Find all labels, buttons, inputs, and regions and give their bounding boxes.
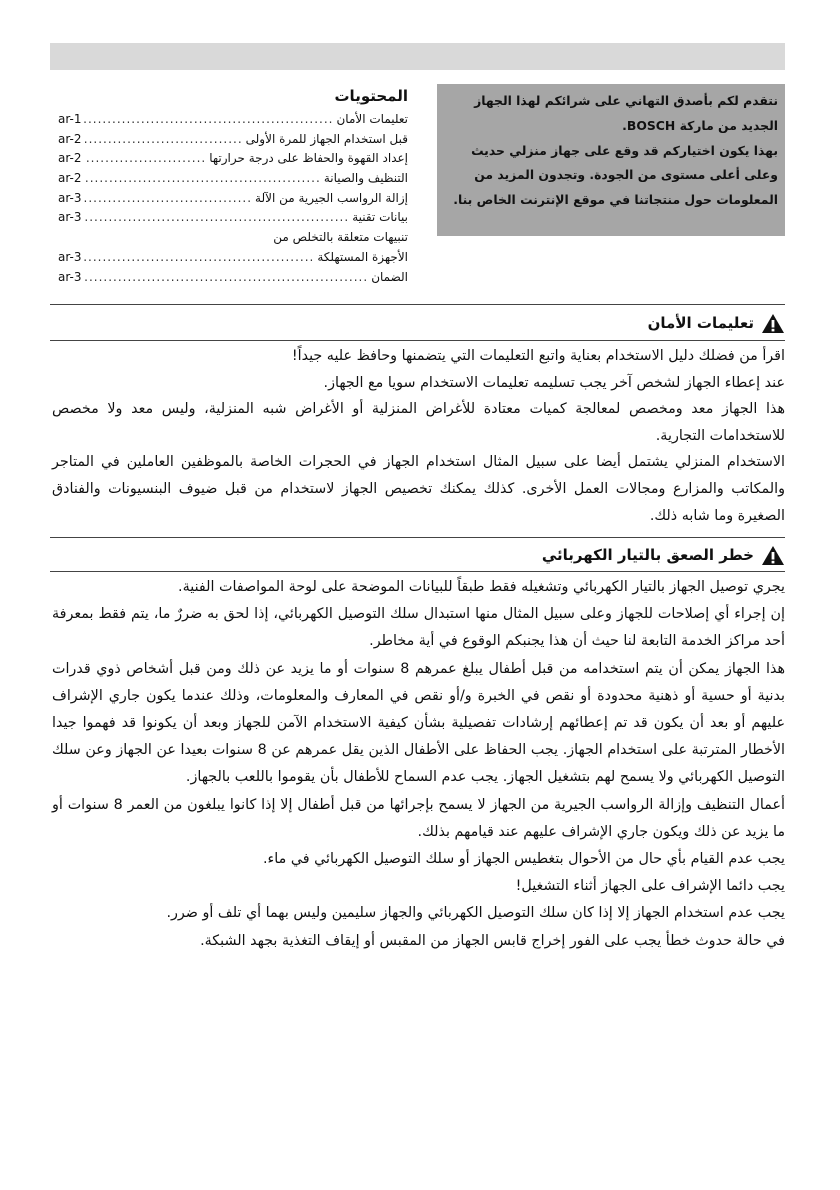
paragraph: إن إجراء أي إصلاحات للجهاز وعلى سبيل المثال منها استبدال سلك التوصيل الكهربائي، إذا لحق به ضررٌ ما، يتم فقط بمعرفة أحد مراكز الخدمة التابعة لنا حيث أن هذا يجنبكم الوقوع في أية مخاطر. xyxy=(52,606,785,650)
paragraph: عند إعطاء الجهاز لشخص آخر يجب تسليمه تعليمات الاستخدام سويا مع الجهاز. xyxy=(323,374,785,391)
section-heading-safety xyxy=(648,310,785,336)
intro-box xyxy=(437,84,785,236)
toc-entry-page: ar-3 xyxy=(58,249,82,264)
warning-icon xyxy=(761,545,785,566)
toc-entry[interactable] xyxy=(58,268,408,288)
toc-entry-page: ar-2 xyxy=(58,171,82,186)
toc-entry-page: ar-3 xyxy=(58,269,82,284)
paragraph: اقرأ من فضلك دليل الاستخدام بعناية واتبع التعليمات التي يتضمنها وحافظ عليه جيداً! xyxy=(291,348,785,364)
toc-entry-label: إعداد القهوة والحفاظ على درجة حرارتها xyxy=(209,151,408,166)
paragraph: الاستخدام المنزلي يشتمل أيضا على سبيل المثال استخدام الجهاز في الحجرات الخاصة بالموظفين العاملين في المتاجر والمكاتب والمزارع ومجالات العمل الأخرى. كذلك يمكنك تخصيص الجهاز لاستخدام من قبل ضيوف البنسيونات والفنادق الصغيرة وما شابه ذلك. xyxy=(52,454,785,524)
intro-paragraph-1: نتقدم لكم بأصدق التهاني على شرائكم لهذا الجهاز الجديد من ماركة BOSCH. xyxy=(474,93,778,133)
paragraph: هذا الجهاز معد ومخصص لمعالجة كميات معتادة للأغراض المنزلية أو الأغراض شبه المنزلية، وليس معد ولا مخصص للاستخدامات التجارية. xyxy=(52,401,785,444)
section-divider xyxy=(50,304,785,305)
paragraph: أعمال التنظيف وإزالة الرواسب الجيرية من الجهاز لا يسمح بإجرائها من قبل أطفال إلا إذا كانوا يبلغون من العمر 8 سنوات أو ما يزيد عن ذلك ويكون جاري الإشراف عليهم عند قيامهم بذلك. xyxy=(52,796,785,840)
leader-dots xyxy=(84,189,252,209)
leader-dots xyxy=(84,130,242,150)
paragraph: في حالة حدوث خطأ يجب على الفور إخراج قابس الجهاز من المقبس أو إيقاف التغذية بجهد الشبكة. xyxy=(200,932,785,949)
toc-entry-label: بيانات تقنية xyxy=(352,210,408,225)
paragraph: يجب عدم استخدام الجهاز إلا إذا كان سلك التوصيل الكهربائي والجهاز سليمين وليس بهما أي تلف أو ضرر. xyxy=(166,905,785,922)
toc-entry-page: ar-2 xyxy=(58,131,82,146)
toc-entry-label-line-1: تنبيهات متعلقة بالتخلص من xyxy=(273,230,408,245)
toc-entry-label: الأجهزة المستهلكة xyxy=(317,249,408,264)
paragraph: يجب دائما الإشراف على الجهاز أثناء التشغيل! xyxy=(515,878,785,895)
section-body-safety xyxy=(52,343,785,529)
toc-entry-label: التنظيف والصيانة xyxy=(323,171,408,186)
section-divider xyxy=(50,571,785,572)
toc-entry[interactable] xyxy=(58,169,408,189)
toc-title: المحتويات xyxy=(334,87,408,105)
paragraph: يجب عدم القيام بأي حال من الأحوال بتغطيس الجهاز أو سلك التوصيل الكهربائي في ماء. xyxy=(263,851,785,868)
toc-entry-page: ar-2 xyxy=(58,151,82,166)
toc-entry-label: قبل استخدام الجهاز للمرة الأولى xyxy=(245,131,408,146)
leader-dots xyxy=(84,248,314,268)
toc-entry[interactable] xyxy=(58,189,408,209)
toc-entry[interactable] xyxy=(58,149,408,169)
leader-dots xyxy=(84,149,206,169)
paragraph: هذا الجهاز يمكن أن يتم استخدامه من قبل أطفال يبلغ عمرهم 8 سنوات أو ما يزيد عن ذلك ومن قبل أشخاص ذوي قدرات بدنية أو حسية أو ذهنية محدودة أو نقص في الخبرة و/أو نقص في المعارف والمعلومات، وذلك عندما يكون جاري الإشراف عليهم أو بعد أن يكون قد تم إعطائهم إرشادات تفصيلية بشأن كيفية الاستخدام الآمن للجهاز وبعد أن يكونوا قد فهموا جيدا الأخطار المترتبة على استخدام الجهاز. يجب الحفاظ على الأطفال الذين يقل عمرهم عن 8 سنوات بعيدا عن الجهاز وعن سلك التوصيل الكهربائي ولا يسمح لهم بتشغيل الجهاز. يجب عدم السماح للأطفال بأن يقوموا باللعب بالجهاز. xyxy=(52,660,785,786)
paragraph: يجري توصيل الجهاز بالتيار الكهربائي وتشغيله فقط طبقاً للبيانات الموضحة على لوحة المواصفات الفنية. xyxy=(178,579,785,595)
table-of-contents xyxy=(58,84,408,287)
section-heading-electric-shock xyxy=(542,542,785,568)
section-body-electric-shock xyxy=(52,574,785,955)
toc-entry-label: الضمان xyxy=(371,269,408,284)
leader-dots xyxy=(84,169,320,189)
toc-entry[interactable] xyxy=(58,248,408,268)
header-bar xyxy=(50,43,785,70)
toc-entry[interactable] xyxy=(58,208,408,228)
toc-entry-label: تعليمات الأمان xyxy=(336,112,408,126)
section-divider xyxy=(50,340,785,341)
section-divider xyxy=(50,537,785,538)
section-title: تعليمات الأمان xyxy=(647,314,754,332)
toc-entry[interactable] xyxy=(58,110,408,130)
warning-icon xyxy=(761,313,785,334)
toc-entry-page: ar-1 xyxy=(58,112,82,126)
leader-dots xyxy=(84,110,333,130)
leader-dots xyxy=(84,268,368,288)
toc-entry[interactable] xyxy=(58,130,408,150)
intro-paragraph-2: بهذا يكون اختياركم قد وقع على جهاز منزلي حديث وعلى أعلى مستوى من الجودة. وتجدون المزيد من المعلومات حول منتجاتنا في موقع الإنترنت الخاص بنا. xyxy=(453,142,778,208)
leader-dots xyxy=(84,208,349,228)
toc-entry-page: ar-3 xyxy=(58,210,82,225)
section-title: خطر الصعق بالتيار الكهربائي xyxy=(541,546,754,564)
toc-entry-page: ar-3 xyxy=(58,190,82,205)
toc-entry-label: إزالة الرواسب الجيرية من الآلة xyxy=(255,190,408,205)
